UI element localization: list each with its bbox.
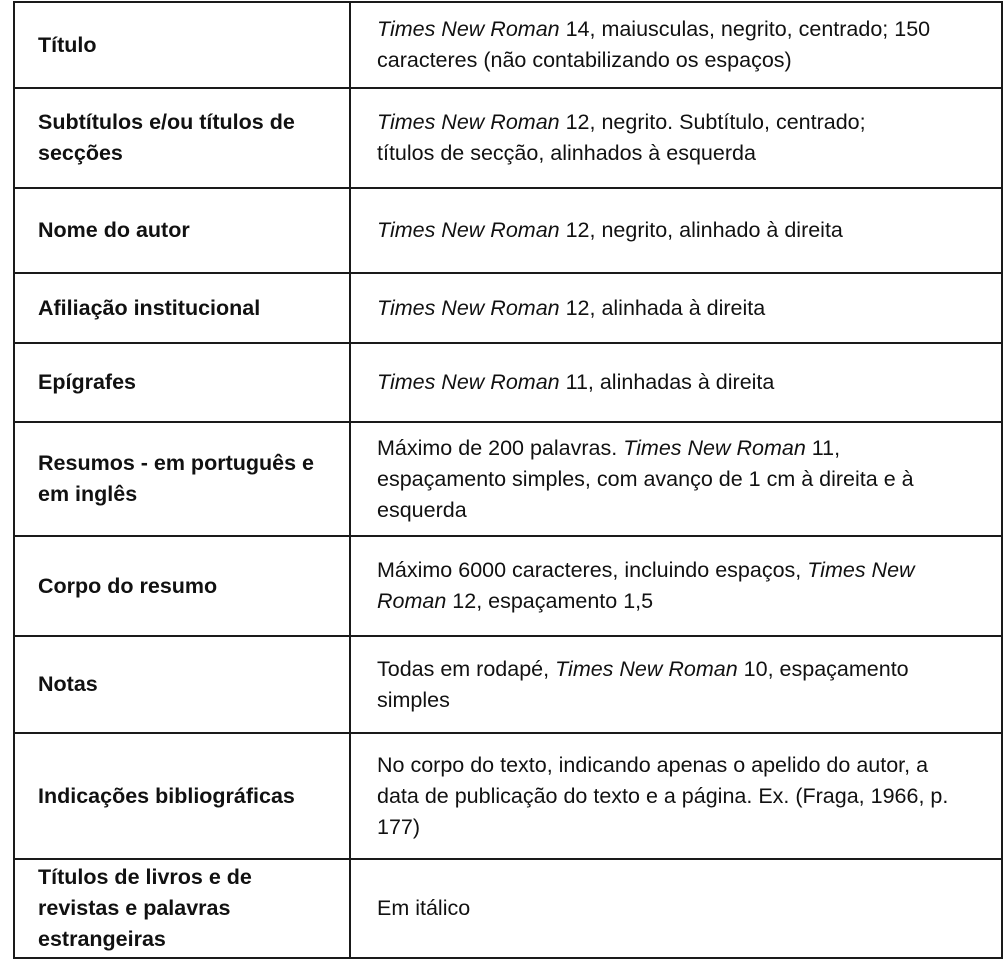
text-segment: 11, espaçamento simples, com avanço de 1 cm à direita e à esquerda bbox=[377, 435, 914, 522]
text-segment: Máximo 6000 caracteres, incluindo espaços, bbox=[377, 558, 808, 582]
row-value bbox=[350, 88, 1002, 188]
text-segment: títulos de secção, alinhados à esquerda bbox=[377, 141, 756, 165]
row-value bbox=[350, 422, 1002, 536]
text-segment: 12, alinhada à direita bbox=[559, 295, 766, 320]
table-row bbox=[14, 2, 1002, 88]
italic-text-segment: Times New Roman bbox=[377, 110, 560, 134]
row-label: Títulos de livros e de revistas e palavras estrangeiras bbox=[14, 859, 350, 958]
table-row bbox=[14, 536, 1002, 636]
table-row bbox=[14, 343, 1002, 422]
row-label: Notas bbox=[14, 636, 350, 733]
table-row bbox=[14, 636, 1002, 733]
row-value bbox=[350, 343, 1002, 422]
row-value bbox=[350, 859, 1002, 958]
row-value bbox=[350, 536, 1002, 636]
italic-text-segment: Times New Roman bbox=[377, 295, 560, 320]
table-row bbox=[14, 422, 1002, 536]
table-row bbox=[14, 273, 1002, 343]
row-value bbox=[350, 733, 1002, 859]
italic-text-segment: Times New Roman bbox=[377, 370, 560, 394]
text-segment: 10, espaçamento simples bbox=[377, 656, 909, 712]
row-value bbox=[350, 636, 1002, 733]
italic-text-segment: Times New Roman bbox=[377, 218, 560, 242]
row-label: Nome do autor bbox=[14, 188, 350, 273]
row-label: Subtítulos e/ou títulos de secções bbox=[14, 88, 350, 188]
text-segment: Todas em rodapé, bbox=[377, 656, 556, 681]
table-row bbox=[14, 88, 1002, 188]
row-label: Resumos - em português e em inglês bbox=[14, 422, 350, 536]
text-segment: Em itálico bbox=[377, 896, 471, 920]
italic-text-segment: Times New Roman bbox=[377, 17, 560, 41]
table-row bbox=[14, 859, 1002, 958]
table-row bbox=[14, 188, 1002, 273]
text-segment: 12, negrito. Subtítulo, centrado; bbox=[559, 110, 866, 134]
text-segment: No corpo do texto, indicando apenas o apelido do autor, a data de publicação do texto e a página. Ex. (Fraga, 1966, p. 177) bbox=[377, 752, 949, 839]
row-label: Afiliação institucional bbox=[14, 273, 350, 343]
table-row bbox=[14, 733, 1002, 859]
text-segment: 11, alinhadas à direita bbox=[559, 370, 775, 394]
italic-text-segment: Times New Roman bbox=[377, 558, 915, 613]
text-segment: Máximo de 200 palavras. bbox=[377, 435, 624, 460]
row-value bbox=[350, 188, 1002, 273]
row-label: Corpo do resumo bbox=[14, 536, 350, 636]
text-segment: 12, espaçamento 1,5 bbox=[446, 589, 654, 613]
italic-text-segment: Times New Roman bbox=[623, 435, 806, 460]
row-value bbox=[350, 2, 1002, 88]
text-segment: 12, negrito, alinhado à direita bbox=[559, 218, 843, 242]
row-value bbox=[350, 273, 1002, 343]
text-segment: 14, maiusculas, negrito, centrado; 150 caracteres (não contabilizando os espaços) bbox=[377, 17, 931, 72]
row-label: Epígrafes bbox=[14, 343, 350, 422]
formatting-rules-table bbox=[13, 1, 1003, 959]
row-label: Indicações bibliográficas bbox=[14, 733, 350, 859]
italic-text-segment: Times New Roman bbox=[555, 656, 738, 681]
row-label: Título bbox=[14, 2, 350, 88]
